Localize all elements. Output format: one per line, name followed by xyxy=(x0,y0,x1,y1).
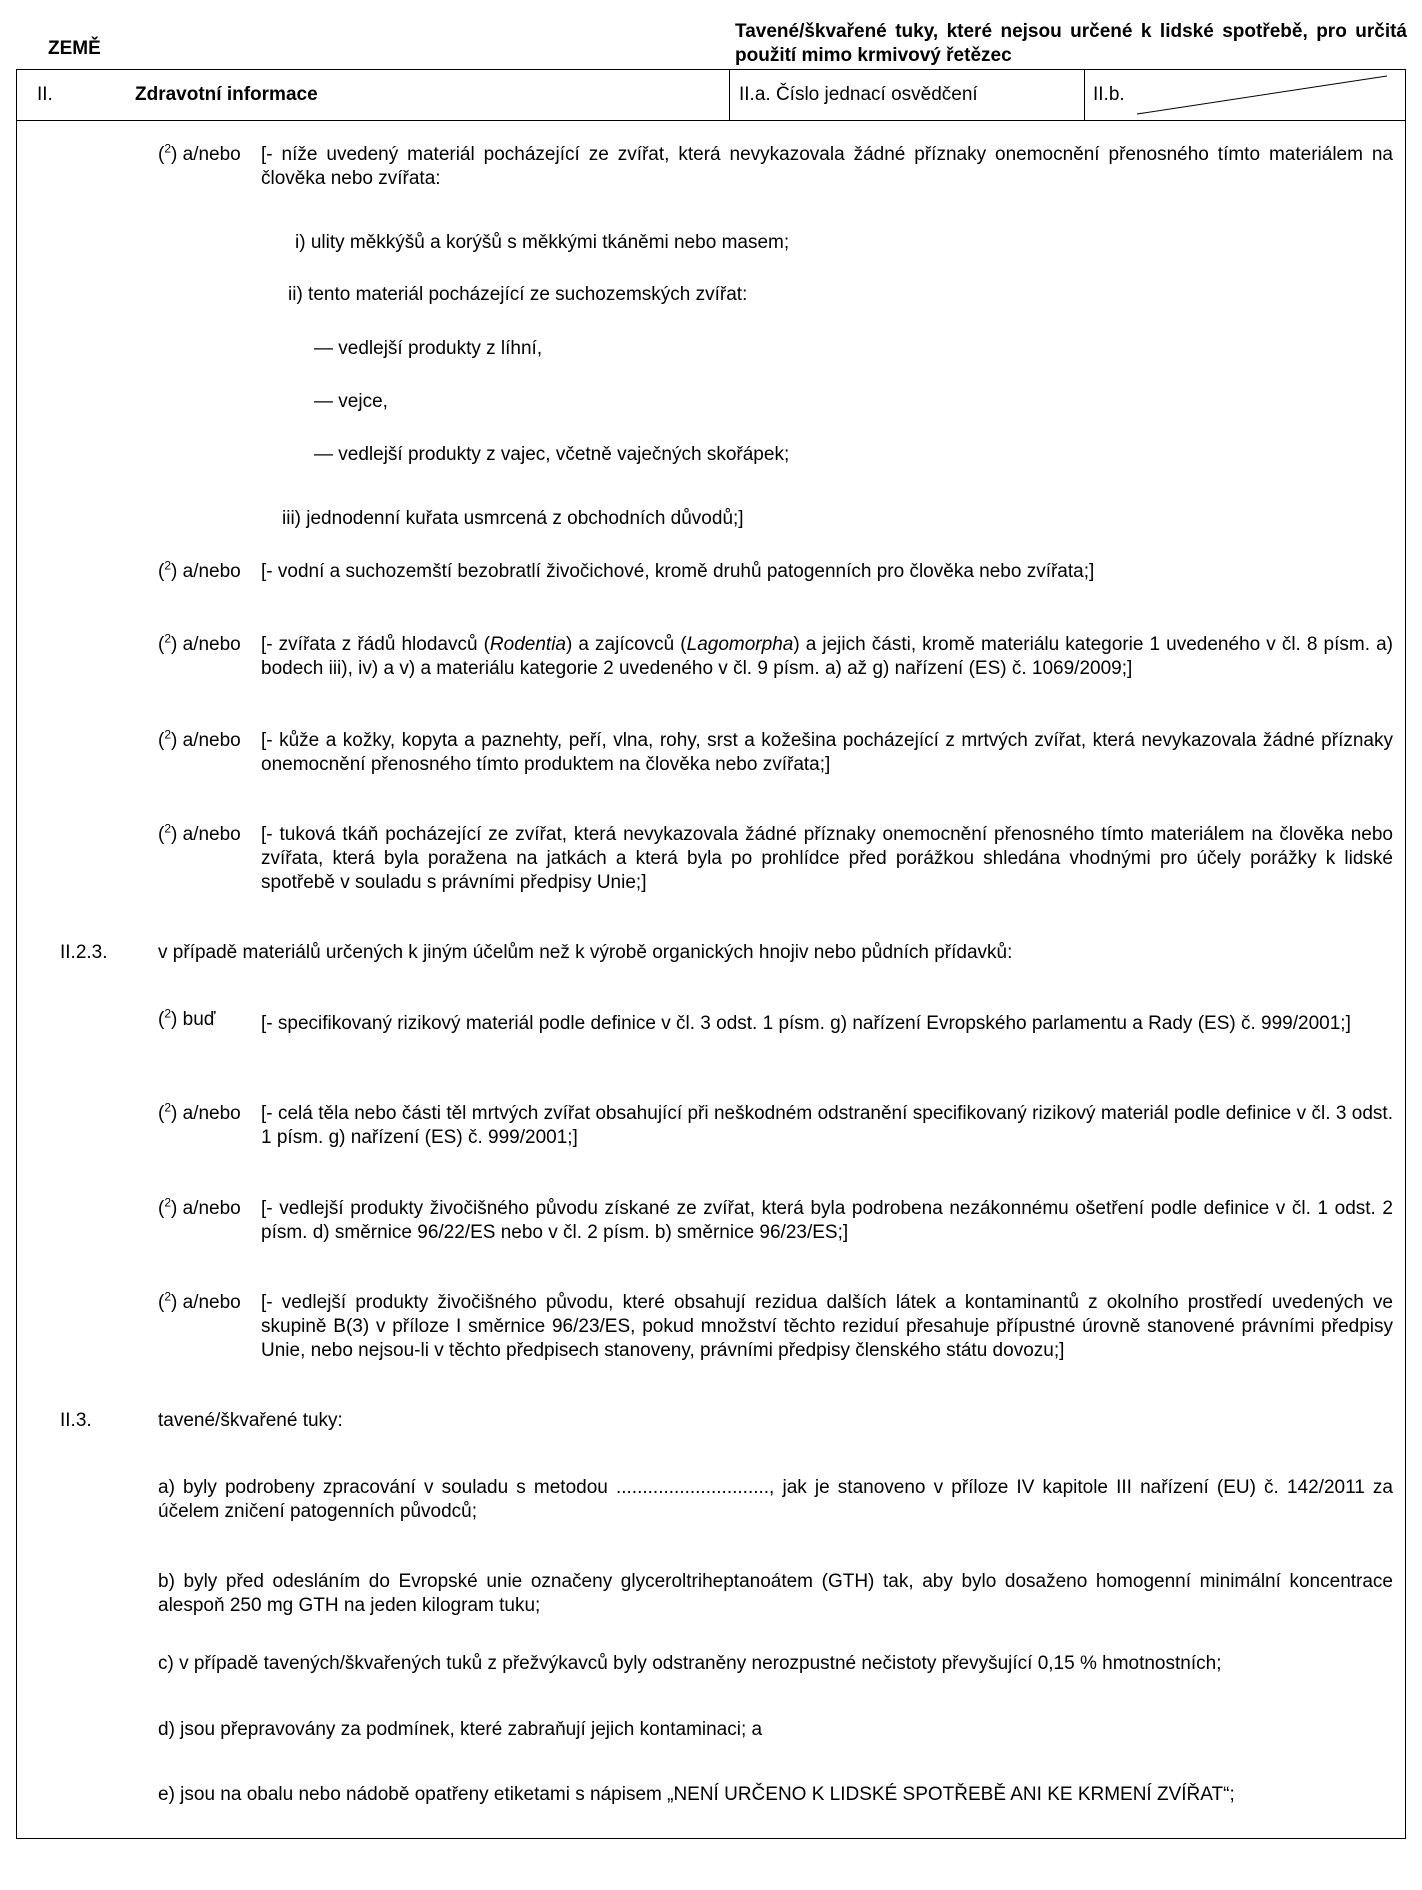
option-label: ($^2$) a/nebo xyxy=(158,141,241,165)
section-text: v případě materiálů určených k jiným účelům než k výrobě organických hnojiv nebo půdních přídavků: xyxy=(158,942,1013,963)
list-item: iii) jednodenní kuřata usmrcená z obchodních důvodů;] xyxy=(282,508,744,529)
condition-e: e) jsou na obalu nebo nádobě opatřeny etiketami s nápisem „NENÍ URČENO K LIDSKÉ SPOTŘEBĚ ANI KE KRMENÍ ZVÍŘAT“; xyxy=(158,1784,1235,1805)
empty-cell-diagonal xyxy=(17,70,1407,120)
list-item: — vedlejší produkty z vajec, včetně vaječných skořápek; xyxy=(314,444,790,465)
field-iib-label: II.b. xyxy=(1093,84,1125,105)
section-title: Zdravotní informace xyxy=(135,84,318,105)
option-text: [- vedlejší produkty živočišného původu, které obsahují rezidua dalších látek a kontaminantů z okolního prostředí uvedených ve skupině B(3) v příloze I směrnice 96/23/ES, pokud množství těchto reziduí přesahuje přípustné úrovně stanovené právními předpisy Unie, nebo nejsou-li v těchto předpisech stanoveny, právními předpisy členského státu dovozu;] xyxy=(261,1292,1393,1361)
option-label: ($^2$) a/nebo xyxy=(158,1289,241,1313)
list-item: — vejce, xyxy=(314,391,388,412)
option-label: ($^2$) a/nebo xyxy=(158,727,241,751)
option-label: ($^2$) a/nebo xyxy=(158,631,241,655)
condition-a: a) byly podrobeny zpracování v souladu s metodou ............................., jak je stanoveno v příloze IV kapitole III nařízení (EU) č. 142/2011 za účelem zničení patogenních původců; xyxy=(158,1477,1393,1522)
option-text: [- kůže a kožky, kopyta a paznehty, peří, vlna, rohy, srst a kožešina pocházející z mrtvých zvířat, která nevykazovala žádné příznaky onemocnění přenosného tímto produktem na člověka nebo zvířata;] xyxy=(261,730,1393,775)
option-text: [- vedlejší produkty živočišného původu získané ze zvířat, která byla podrobena nezákonnému ošetření podle definice v čl. 1 odst. 2 písm. d) směrnice 96/22/ES nebo v čl. 2 písm. b) směrnice 96/23/ES;] xyxy=(261,1198,1393,1243)
list-item: — vedlejší produkty z líhní, xyxy=(314,338,543,359)
section-number: II.2.3. xyxy=(60,942,108,963)
section-number: II.3. xyxy=(60,1410,92,1431)
condition-d: d) jsou přepravovány za podmínek, které zabraňují jejich kontaminaci; a xyxy=(158,1719,763,1740)
condition-b: b) byly před odesláním do Evropské unie označeny glyceroltriheptanoátem (GTH) tak, aby bylo dosaženo homogenní minimální koncentrace alespoň 250 mg GTH na jeden kilogram tuku; xyxy=(158,1571,1393,1616)
certificate-title: Tavené/škvařené tuky, které nejsou určené k lidské spotřebě, pro určitá použití mimo krmivový řetězec xyxy=(735,21,1407,66)
reference-number-label: II.a. Číslo jednací osvědčení xyxy=(739,84,978,105)
option-label: ($^2$) a/nebo xyxy=(158,821,241,845)
option-text: [- specifikovaný rizikový materiál podle definice v čl. 3 odst. 1 písm. g) nařízení Evropského parlamentu a Rady (ES) č. 999/2001;] xyxy=(261,1013,1351,1034)
option-label: ($^2$) buď xyxy=(158,1006,216,1030)
country-label: ZEMĚ xyxy=(48,38,101,59)
table-header-row xyxy=(17,70,1405,121)
list-item: i) ulity měkkýšů a korýšů s měkkými tkáněmi nebo masem; xyxy=(295,232,790,253)
option-text: [- níže uvedený materiál pocházející ze zvířat, která nevykazovala žádné příznaky onemocnění přenosného tímto materiálem na člověka nebo zvířata: xyxy=(261,144,1393,189)
option-text: [- tuková tkáň pocházející ze zvířat, která nevykazovala žádné příznaky onemocnění přenosného tímto materiálem na člověka nebo zvířata, která byla poražena na jatkách a která byla po prohlídce před porážkou shledána vhodnými pro účely porážky k lidské spotřebě v souladu s právními předpisy Unie;] xyxy=(261,824,1393,893)
section-number: II. xyxy=(37,84,53,105)
option-label: ($^2$) a/nebo xyxy=(158,558,241,582)
option-text: [- vodní a suchozemští bezobratlí živočichové, kromě druhů patogenních pro člověka nebo zvířata;] xyxy=(261,561,1095,582)
condition-c: c) v případě tavených/škvařených tuků z přežvýkavců byly odstraněny nerozpustné nečistoty převyšující 0,15 % hmotnostních; xyxy=(158,1653,1222,1674)
option-label: ($^2$) a/nebo xyxy=(158,1195,241,1219)
option-text: [- zvířata z řádů hlodavců (Rodentia) a zajícovců (Lagomorpha) a jejich části, kromě materiálu kategorie 1 uvedeného v čl. 8 písm. a) bodech iii), iv) a v) a materiálu kategorie 2 uvedeného v čl. 9 písm. a) až g) nařízení (ES) č. 1069/2009;] xyxy=(261,634,1393,679)
list-item: ii) tento materiál pocházející ze suchozemských zvířat: xyxy=(288,284,748,305)
option-label: ($^2$) a/nebo xyxy=(158,1100,241,1124)
section-text: tavené/škvařené tuky: xyxy=(158,1410,343,1431)
option-text: [- celá těla nebo části těl mrtvých zvířat obsahující při neškodném odstranění specifikovaný rizikový materiál podle definice v čl. 3 odst. 1 písm. g) nařízení (ES) č. 999/2001;] xyxy=(261,1103,1393,1148)
